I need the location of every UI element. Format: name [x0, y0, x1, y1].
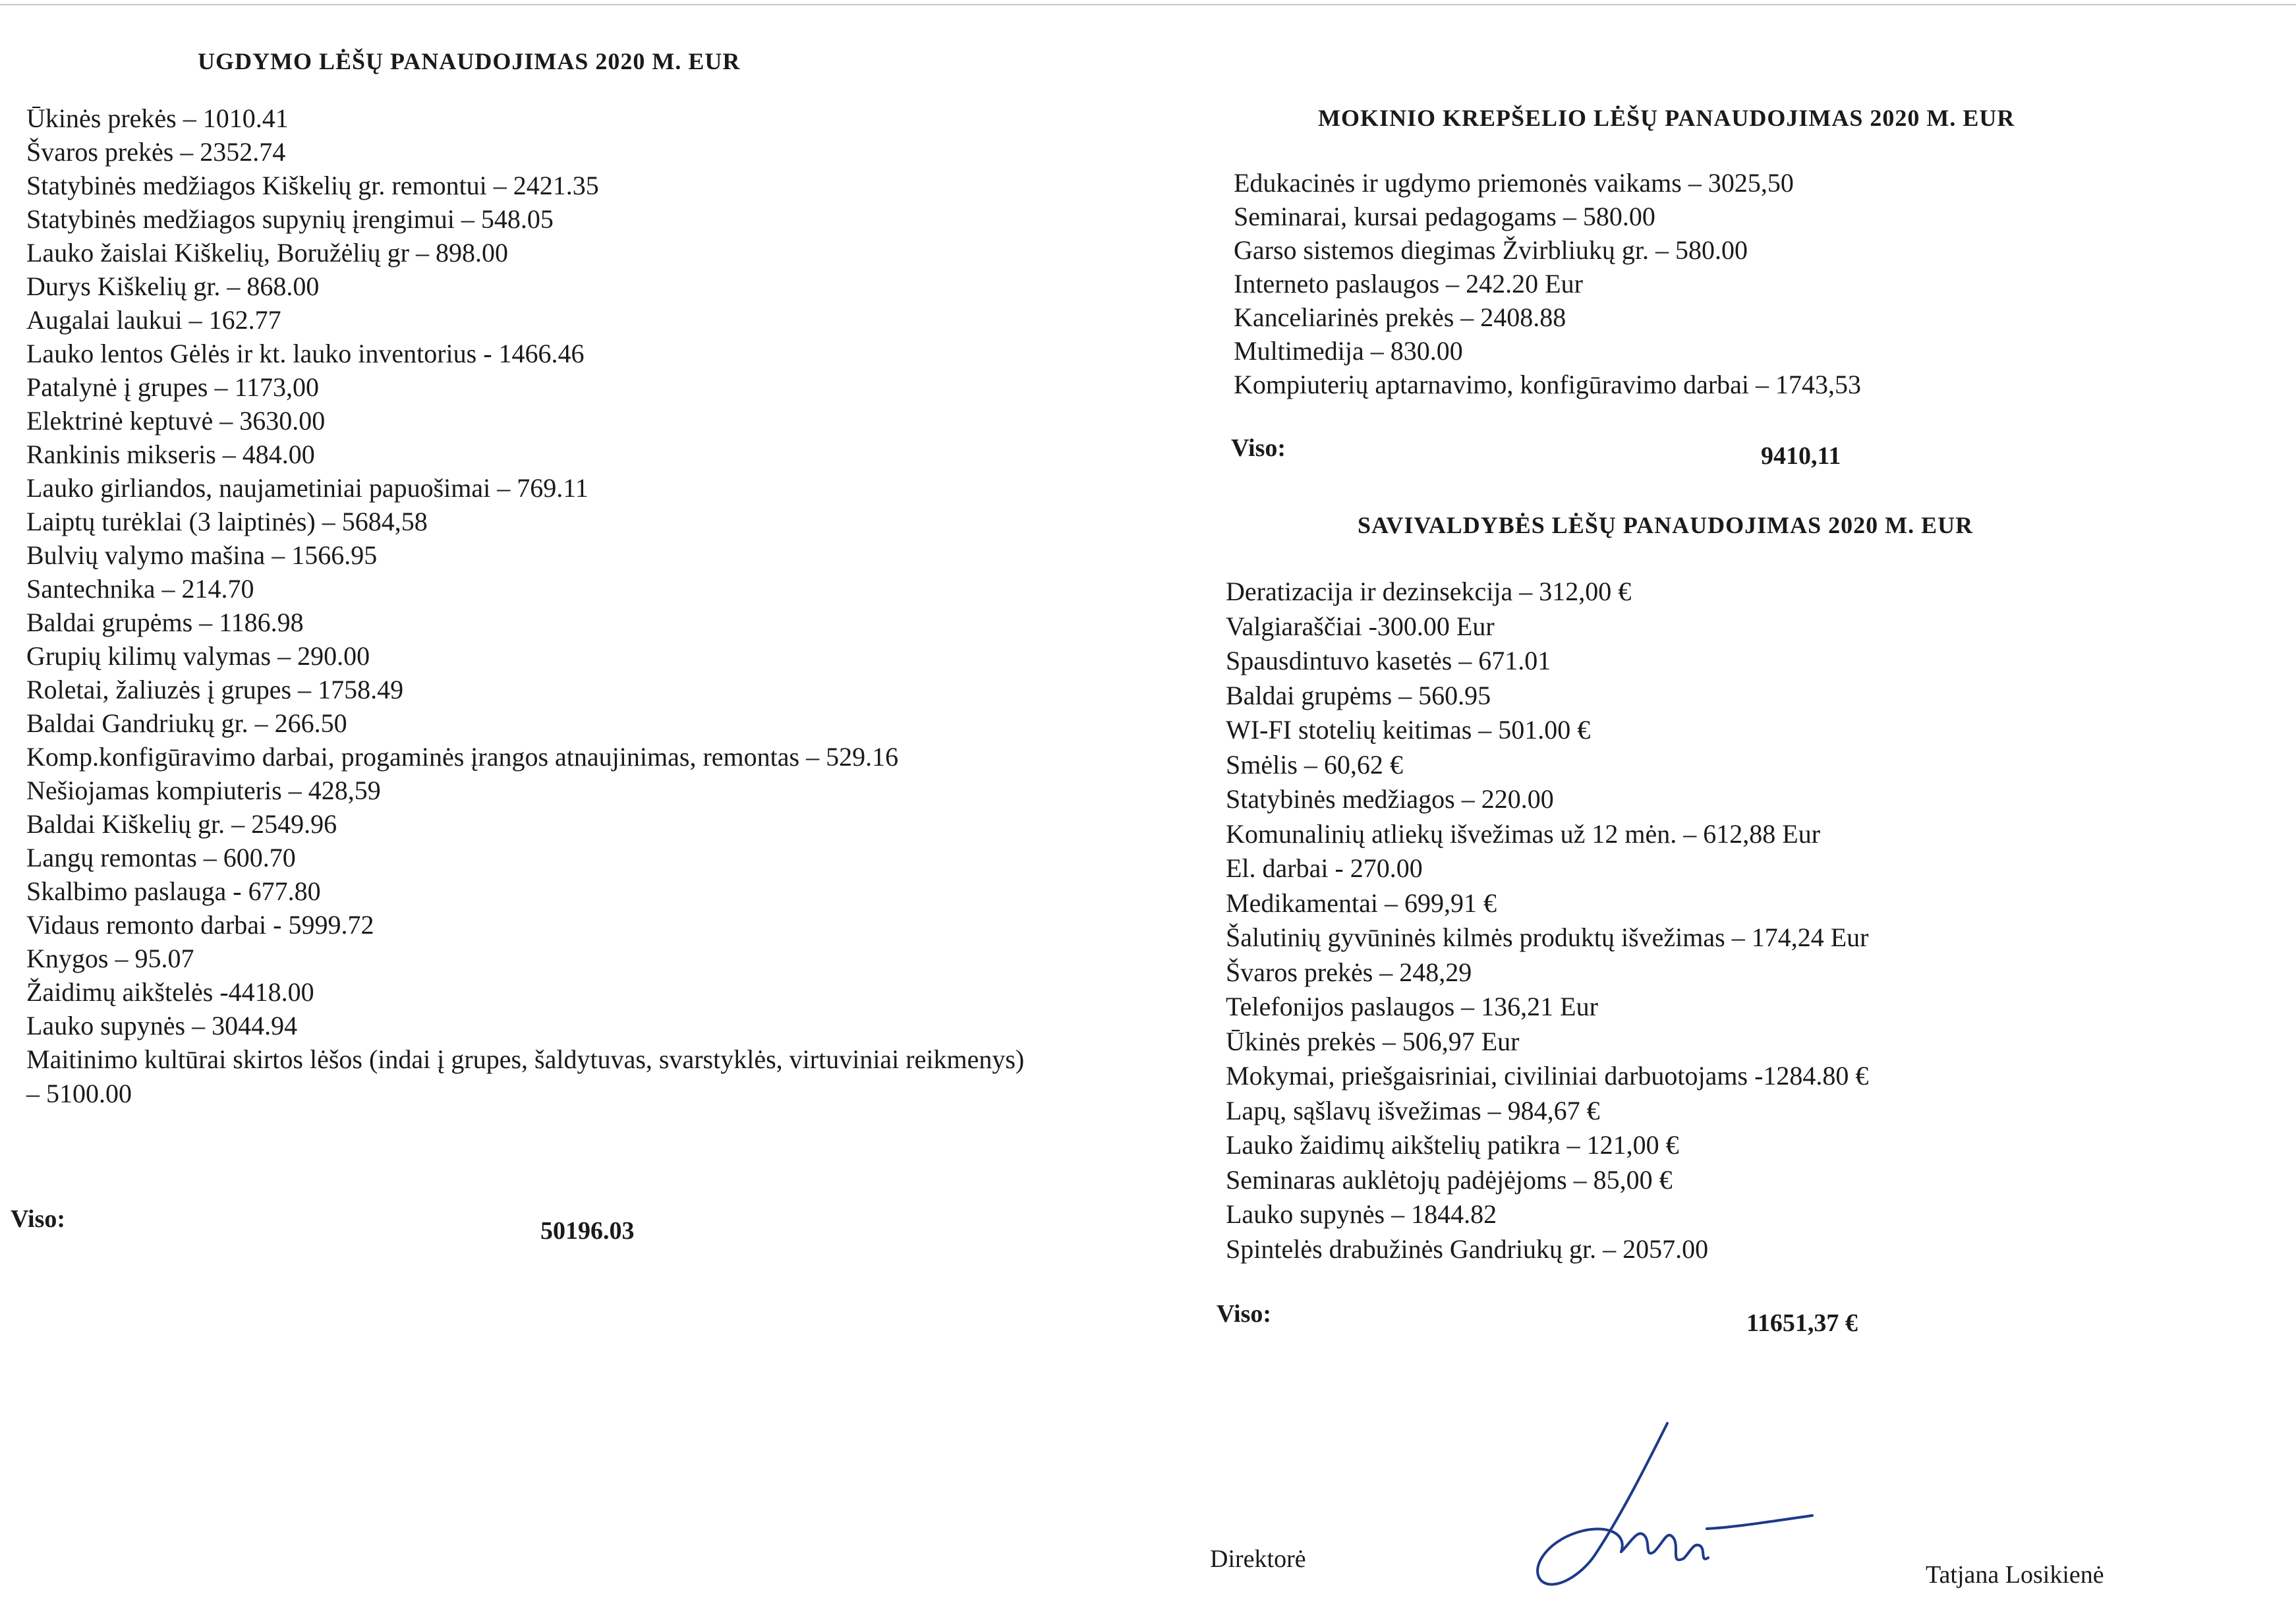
list-item: Ūkinės prekės – 1010.41: [26, 103, 289, 133]
list-item: Elektrinė keptuvė – 3630.00: [26, 406, 326, 436]
list-item: Lauko supynės – 3044.94: [26, 1011, 298, 1040]
list-item: Komp.konfigūravimo darbai, progaminės įrangos atnaujinimas, remontas – 529.16: [26, 742, 899, 772]
handwritten-signature-icon: [1516, 1417, 1819, 1601]
list-item: Švaros prekės – 248,29: [1226, 957, 1472, 987]
list-item: Langų remontas – 600.70: [26, 843, 296, 872]
savivaldybes-item-list: [1226, 575, 1868, 1266]
list-item: Kompiuterių aptarnavimo, konfigūravimo darbai – 1743,53: [1234, 370, 1862, 399]
list-item: Edukacinės ir ugdymo priemonės vaikams – 3025,50: [1234, 168, 1794, 198]
list-item: Valgiaraščiai -300.00 Eur: [1226, 611, 1495, 641]
list-item: Seminarai, kursai pedagogams – 580.00: [1234, 202, 1655, 231]
list-item: Santechnika – 214.70: [26, 574, 254, 604]
list-item: Baldai grupėms – 560.95: [1226, 680, 1491, 710]
ugdymo-total-label: Viso:: [11, 1205, 66, 1233]
savivaldybes-total-label: Viso:: [1217, 1300, 1272, 1328]
mokinio-item-list: [1234, 166, 1861, 401]
list-item: Bulvių valymo mašina – 1566.95: [26, 540, 378, 570]
list-item: Spausdintuvo kasetės – 671.01: [1226, 646, 1551, 675]
list-item: Mokymai, priešgaisriniai, civiliniai darbuotojams -1284.80 €: [1226, 1061, 1869, 1091]
list-item: Roletai, žaliuzės į grupes – 1758.49: [26, 675, 404, 704]
list-item: Patalynė į grupes – 1173,00: [26, 372, 320, 402]
list-item: Grupių kilimų valymas – 290.00: [26, 641, 370, 671]
mokinio-total-value: 9410,11: [1761, 442, 1841, 470]
list-item: Seminaras auklėtojų padėjėjoms – 85,00 €: [1226, 1164, 1673, 1195]
list-item: Statybinės medžiagos Kiškelių gr. remontui – 2421.35: [26, 171, 599, 200]
ugdymo-item-list: [26, 101, 1028, 1111]
list-item: Medikamentai – 699,91 €: [1226, 888, 1497, 918]
list-item: Ūkinės prekės – 506,97 Eur: [1226, 1026, 1520, 1056]
list-item: Rankinis mikseris – 484.00: [26, 440, 315, 469]
list-item: Durys Kiškelių gr. – 868.00: [26, 271, 320, 301]
list-item: Lauko girliandos, naujametiniai papuošimai – 769.11: [26, 473, 588, 503]
list-item: Baldai Kiškelių gr. – 2549.96: [26, 809, 337, 839]
list-item: Laiptų turėklai (3 laiptinės) – 5684,58: [26, 507, 428, 536]
top-rule: [0, 4, 2296, 5]
list-item: Šalutinių gyvūninės kilmės produktų išvežimas – 174,24 Eur: [1226, 923, 1869, 952]
list-item: Lauko žaislai Kiškelių, Boružėlių gr – 898.00: [26, 238, 508, 268]
ugdymo-title: UGDYMO LĖŠŲ PANAUDOJIMAS 2020 M. EUR: [198, 48, 741, 74]
list-item: Kanceliarinės prekės – 2408.88: [1234, 302, 1566, 332]
list-item: Lauko žaidimų aikštelių patikra – 121,00 €: [1226, 1130, 1679, 1160]
list-item: Deratizacija ir dezinsekcija – 312,00 €: [1226, 577, 1632, 606]
savivaldybes-total-value: 11651,37 €: [1746, 1309, 1858, 1337]
mokinio-total-label: Viso:: [1231, 434, 1286, 462]
list-item: Garso sistemos diegimas Žvirbliukų gr. – 580.00: [1234, 235, 1748, 265]
list-item: Lapų, sąšlavų išvežimas – 984,67 €: [1226, 1095, 1600, 1125]
savivaldybes-title: SAVIVALDYBĖS LĖŠŲ PANAUDOJIMAS 2020 M. EUR: [1358, 512, 1974, 538]
director-name: Tatjana Losikienė: [1926, 1561, 2104, 1589]
list-item: Žaidimų aikštelės -4418.00: [26, 977, 314, 1007]
list-item: Komunalinių atliekų išvežimas už 12 mėn. – 612,88 Eur: [1226, 818, 1821, 849]
list-item: Maitinimo kultūrai skirtos lėšos (indai į grupes, šaldytuvas, svarstyklės, virtuviniai reikmenys) – 5100.00: [26, 1044, 1025, 1108]
list-item: Smėlis – 60,62 €: [1226, 749, 1403, 780]
list-item: Baldai grupėms – 1186.98: [26, 608, 304, 637]
list-item: Statybinės medžiagos supynių įrengimui – 548.05: [26, 204, 554, 234]
list-item: Lauko supynės – 1844.82: [1226, 1199, 1497, 1229]
list-item: Multimedija – 830.00: [1234, 336, 1463, 366]
list-item: El. darbai - 270.00: [1226, 853, 1423, 883]
list-item: Lauko lentos Gėlės ir kt. lauko inventorius - 1466.46: [26, 339, 585, 368]
director-role: Direktorė: [1210, 1545, 1306, 1573]
list-item: Interneto paslaugos – 242.20 Eur: [1234, 269, 1583, 298]
ugdymo-total-value: 50196.03: [540, 1217, 635, 1245]
list-item: Spintelės drabužinės Gandriukų gr. – 2057.00: [1226, 1234, 1709, 1264]
list-item: Telefonijos paslaugos – 136,21 Eur: [1226, 992, 1598, 1021]
list-item: Švaros prekės – 2352.74: [26, 137, 286, 167]
list-item: Statybinės medžiagos – 220.00: [1226, 784, 1554, 814]
list-item: Baldai Gandriukų gr. – 266.50: [26, 708, 347, 738]
list-item: Skalbimo paslauga - 677.80: [26, 876, 321, 906]
list-item: Knygos – 95.07: [26, 944, 194, 973]
list-item: Nešiojamas kompiuteris – 428,59: [26, 776, 381, 805]
mokinio-title: MOKINIO KREPŠELIO LĖŠŲ PANAUDOJIMAS 2020 M. EUR: [1318, 105, 2015, 131]
list-item: Augalai laukui – 162.77: [26, 305, 281, 335]
list-item: Vidaus remonto darbai - 5999.72: [26, 910, 374, 940]
list-item: WI-FI stotelių keitimas – 501.00 €: [1226, 715, 1591, 745]
